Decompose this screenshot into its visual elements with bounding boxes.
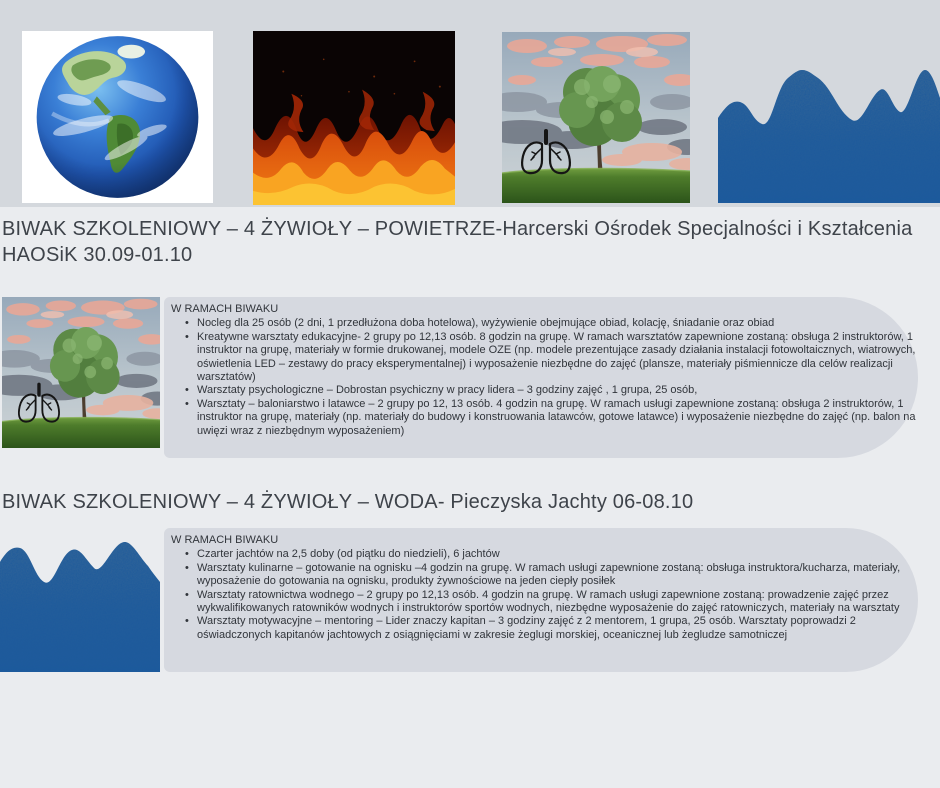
bullet-text: Kreatywne warsztaty edukacyjne- 2 grupy po 12,13 osób. 8 godzin na grupę. W ramach warsztatów zapewnione zostaną: obsługa 2 instruktorów, 1 instruktor na grupę, materiały w formie drukowanej, modele OZE (np. modele prezentujące zasady działania instalacji fotowoltaicznych, wiatrowych, oświetlenia LED – zestawy do pracy eksperymentalnej) i wyposażenie niezbędne do zajęć (plansze, materiały piśmiennicze dla celów realizacji warsztatów) bbox=[197, 330, 916, 384]
section-water-image bbox=[0, 532, 160, 672]
bullet-list-water bbox=[171, 548, 933, 642]
bullet-item bbox=[185, 317, 933, 330]
bullet-text: Warsztaty – baloniarstwo i latawce – 2 grupy po 12, 13 osób. 4 godzin na grupę. W ramach usługi zapewnione zostaną: obsługa 2 instruktorów, 1 instruktor na grupę, materiały (np. materiały do budowy i konstruowania latawców, gotowe latawce) i wyposażenie niezbędne do zajęć (np. balon na uwięzi wraz z niezbędnym wyposażeniem) bbox=[197, 397, 916, 437]
bullet-item bbox=[185, 384, 933, 397]
section-intro: W RAMACH BIWAKU bbox=[171, 303, 279, 315]
bullet-item bbox=[185, 331, 933, 385]
section-intro: W RAMACH BIWAKU bbox=[171, 534, 279, 546]
section-air-image bbox=[2, 297, 160, 448]
fire-photo bbox=[253, 31, 455, 205]
fire-flames-icon bbox=[253, 31, 455, 205]
bullet-item bbox=[185, 398, 933, 438]
bullet-text: Warsztaty kulinarne – gotowanie na ognisku –4 godzin na grupę. W ramach usługi zapewnione zostaną: obsługa instruktora/kucharza, materiały, wyposażenie do gotowania na ognisku, produkty żywnościowe na jeden ciepły posiłek bbox=[197, 561, 901, 588]
bullet-item bbox=[185, 548, 933, 561]
tree-lungs-icon bbox=[2, 297, 160, 448]
bullet-text: Warsztaty motywacyjne – mentoring – Lider znaczy kapitan – 3 godziny zajęć z 2 mentorem, 1 grupa, 25 osób. Warsztaty poprowadzi 2 oświadczonych kapitanów jachtowych z osiągnięciami w zakresie żeglugi morskiej, oceanicznej lub żegludze samotniczej bbox=[197, 615, 856, 641]
bullet-text: Nocleg dla 25 osób (2 dni, 1 przedłużona doba hotelowa), wyżywienie obejmujące obiad, kolację, śniadanie oraz obiad bbox=[197, 317, 775, 330]
water-wave-icon bbox=[718, 68, 940, 203]
earth-photo bbox=[22, 31, 213, 203]
water-wave-graphic bbox=[718, 68, 940, 203]
bullet-text: Czarter jachtów na 2,5 doby (od piątku do niedzieli), 6 jachtów bbox=[197, 548, 500, 561]
bullet-item bbox=[185, 615, 933, 642]
bullet-item bbox=[185, 562, 933, 589]
tree-lungs-photo bbox=[502, 32, 690, 203]
earth-globe-icon bbox=[22, 31, 213, 203]
section-air-content bbox=[171, 303, 933, 438]
top-image-strip bbox=[0, 0, 940, 207]
section-water-content bbox=[171, 534, 933, 642]
heading-air: BIWAK SZKOLENIOWY – 4 ŻYWIOŁY – POWIETRZE-Harcerski Ośrodek Specjalności i Kształcenia HAOSiK 30.09-01.10 bbox=[2, 218, 913, 266]
bullet-text: Warsztaty ratownictwa wodnego – 2 grupy po 12,13 osób. 4 godzin na grupę. W ramach usługi zapewnione zostaną: prowadzenie zajęć przez wykwalifikowanych ratowników wodnych i instruktorów sportów wodnych, niezbędne wyposażenie do zajęć ratowniczych, materiały na warsztaty bbox=[197, 588, 900, 615]
bullet-item bbox=[185, 589, 933, 616]
bullet-text: Warsztaty psychologiczne – Dobrostan psychiczny w pracy lidera – 3 godziny zajęć , 1 grupa, 25 osób, bbox=[197, 384, 698, 397]
tree-lungs-icon bbox=[502, 32, 690, 203]
heading-water: BIWAK SZKOLENIOWY – 4 ŻYWIOŁY – WODA- Pieczyska Jachty 06-08.10 bbox=[2, 491, 694, 513]
water-wave-icon bbox=[0, 532, 160, 672]
bullet-list-air bbox=[171, 317, 933, 438]
